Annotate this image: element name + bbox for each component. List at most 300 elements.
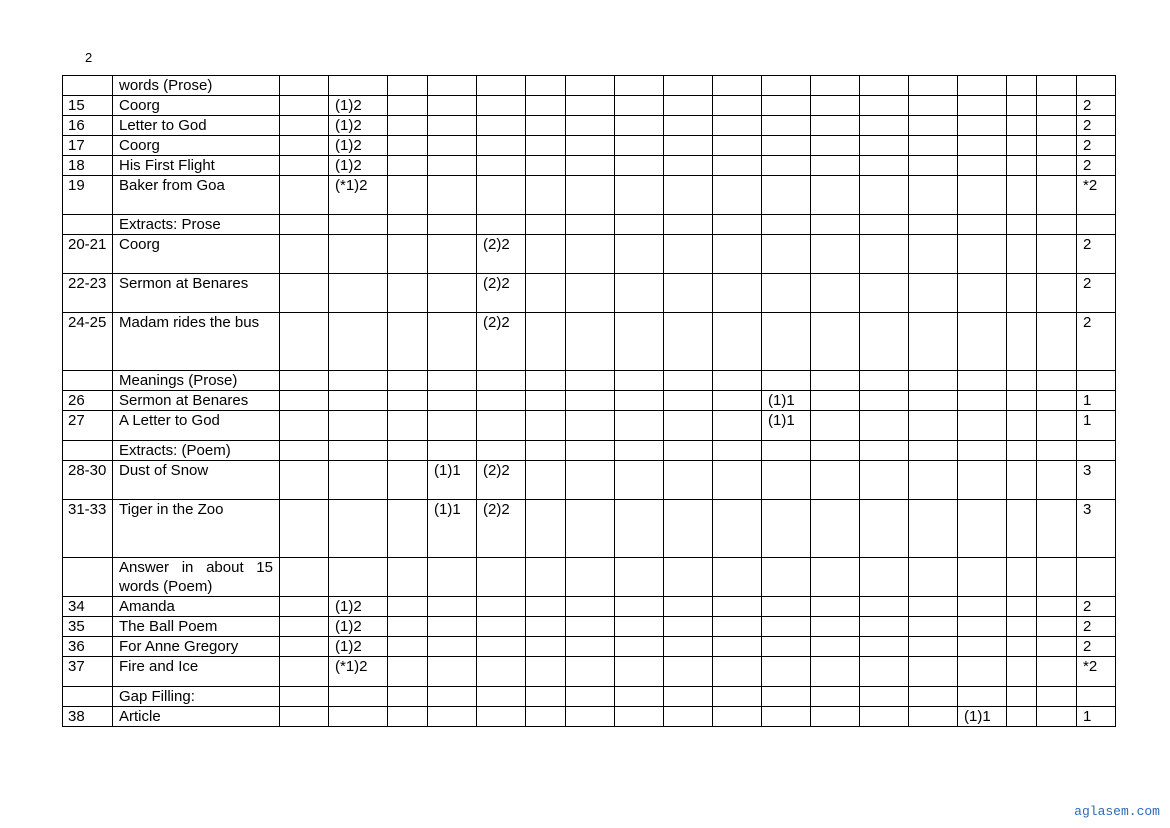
- marks-cell: (*1)2: [329, 176, 388, 215]
- marks-cell: [1007, 687, 1037, 707]
- marks-cell: [428, 371, 477, 391]
- total-cell: *2: [1077, 176, 1116, 215]
- marks-cell: [860, 313, 909, 371]
- marks-cell: [713, 156, 762, 176]
- marks-cell: [860, 657, 909, 687]
- marks-cell: (1)2: [329, 96, 388, 116]
- marks-cell: [860, 76, 909, 96]
- marks-cell: [762, 441, 811, 461]
- item-number-cell: 15: [63, 96, 113, 116]
- marks-cell: [909, 96, 958, 116]
- marks-cell: [526, 461, 566, 500]
- marks-cell: [958, 391, 1007, 411]
- marks-cell: [280, 597, 329, 617]
- marks-cell: [762, 687, 811, 707]
- marks-cell: [713, 657, 762, 687]
- topic-cell: Article: [113, 707, 280, 727]
- marks-cell: [1037, 76, 1077, 96]
- marks-cell: [811, 500, 860, 558]
- marks-cell: [388, 617, 428, 637]
- total-cell: [1077, 215, 1116, 235]
- marks-cell: [615, 176, 664, 215]
- table-row: [63, 657, 1116, 687]
- marks-cell: [762, 116, 811, 136]
- marks-cell: [958, 176, 1007, 215]
- topic-cell: Sermon at Benares: [113, 274, 280, 313]
- marks-cell: [280, 96, 329, 116]
- marks-cell: [664, 637, 713, 657]
- marks-cell: [1037, 136, 1077, 156]
- total-cell: 1: [1077, 411, 1116, 441]
- marks-cell: [811, 461, 860, 500]
- item-number-cell: 22-23: [63, 274, 113, 313]
- marks-cell: [329, 235, 388, 274]
- marks-cell: (2)2: [477, 461, 526, 500]
- marks-cell: [1037, 411, 1077, 441]
- marks-cell: [762, 76, 811, 96]
- item-number-cell: 28-30: [63, 461, 113, 500]
- item-number-cell: 37: [63, 657, 113, 687]
- marks-cell: [477, 96, 526, 116]
- marks-cell: [566, 461, 615, 500]
- marks-cell: [566, 215, 615, 235]
- marks-cell: [388, 371, 428, 391]
- marks-cell: [958, 500, 1007, 558]
- marks-cell: [388, 657, 428, 687]
- marks-cell: [664, 156, 713, 176]
- marks-cell: [566, 96, 615, 116]
- marks-cell: [388, 96, 428, 116]
- marks-cell: [477, 558, 526, 597]
- marks-cell: [428, 136, 477, 156]
- marks-cell: [1007, 500, 1037, 558]
- topic-cell: Coorg: [113, 136, 280, 156]
- marks-cell: [958, 411, 1007, 441]
- marks-cell: [1037, 461, 1077, 500]
- marks-cell: [958, 76, 1007, 96]
- marks-cell: [388, 76, 428, 96]
- marks-cell: [713, 597, 762, 617]
- marks-cell: [1007, 707, 1037, 727]
- marks-cell: [1007, 96, 1037, 116]
- marks-cell: [388, 116, 428, 136]
- marks-cell: [615, 500, 664, 558]
- page-number: 2: [85, 50, 93, 65]
- marks-cell: [811, 391, 860, 411]
- marks-cell: [860, 707, 909, 727]
- marks-cell: [1037, 687, 1077, 707]
- marks-cell: [526, 235, 566, 274]
- table-row: [63, 76, 1116, 96]
- marks-cell: [664, 136, 713, 156]
- marks-cell: [811, 411, 860, 441]
- marks-cell: [909, 707, 958, 727]
- marks-cell: [1007, 156, 1037, 176]
- table-row: [63, 411, 1116, 441]
- marks-cell: [615, 707, 664, 727]
- marks-cell: [762, 461, 811, 500]
- marks-cell: [477, 597, 526, 617]
- marks-cell: [664, 371, 713, 391]
- marks-cell: [860, 371, 909, 391]
- marks-cell: [909, 617, 958, 637]
- topic-cell: Baker from Goa: [113, 176, 280, 215]
- marks-cell: [1007, 617, 1037, 637]
- marks-cell: (1)1: [428, 500, 477, 558]
- marks-cell: [860, 235, 909, 274]
- marks-cell: [477, 176, 526, 215]
- topic-cell: Coorg: [113, 96, 280, 116]
- marks-cell: [526, 597, 566, 617]
- marks-cell: [664, 597, 713, 617]
- marks-cell: [762, 96, 811, 116]
- marks-cell: [860, 176, 909, 215]
- marks-cell: [958, 597, 1007, 617]
- marks-cell: [280, 687, 329, 707]
- marks-cell: [909, 500, 958, 558]
- marks-cell: [958, 313, 1007, 371]
- topic-cell: Extracts: (Poem): [113, 441, 280, 461]
- marks-cell: [615, 96, 664, 116]
- table-row: [63, 637, 1116, 657]
- marks-cell: (1)2: [329, 637, 388, 657]
- marks-cell: [1007, 558, 1037, 597]
- topic-cell: words (Prose): [113, 76, 280, 96]
- marks-cell: (2)2: [477, 274, 526, 313]
- table-row: [63, 597, 1116, 617]
- total-cell: [1077, 441, 1116, 461]
- marks-cell: [329, 500, 388, 558]
- marks-cell: [762, 235, 811, 274]
- topic-cell: Fire and Ice: [113, 657, 280, 687]
- marks-cell: [615, 274, 664, 313]
- total-cell: 1: [1077, 707, 1116, 727]
- topic-cell: Gap Filling:: [113, 687, 280, 707]
- topic-cell: Tiger in the Zoo: [113, 500, 280, 558]
- marks-cell: [664, 707, 713, 727]
- marks-cell: (1)2: [329, 116, 388, 136]
- marks-cell: [615, 116, 664, 136]
- marks-cell: [958, 637, 1007, 657]
- marks-cell: [388, 637, 428, 657]
- marks-cell: [428, 235, 477, 274]
- marks-cell: [958, 461, 1007, 500]
- marks-cell: [428, 156, 477, 176]
- marks-cell: [566, 637, 615, 657]
- topic-cell: Amanda: [113, 597, 280, 617]
- item-number-cell: 26: [63, 391, 113, 411]
- marks-cell: [280, 500, 329, 558]
- marks-cell: [329, 76, 388, 96]
- marks-cell: [860, 617, 909, 637]
- marks-cell: [958, 441, 1007, 461]
- marks-cell: [860, 597, 909, 617]
- marks-cell: [477, 116, 526, 136]
- marks-cell: [664, 687, 713, 707]
- marks-cell: [615, 558, 664, 597]
- marks-cell: [762, 371, 811, 391]
- marks-cell: [811, 597, 860, 617]
- marks-cell: [958, 96, 1007, 116]
- item-number-cell: 36: [63, 637, 113, 657]
- marks-cell: [909, 235, 958, 274]
- marks-cell: [280, 136, 329, 156]
- marks-cell: [526, 707, 566, 727]
- marks-cell: [1037, 597, 1077, 617]
- marks-cell: (1)1: [958, 707, 1007, 727]
- marks-cell: [713, 176, 762, 215]
- marks-cell: [860, 637, 909, 657]
- marks-cell: [428, 274, 477, 313]
- marks-cell: [526, 96, 566, 116]
- table-row: [63, 500, 1116, 558]
- total-cell: 2: [1077, 136, 1116, 156]
- marks-cell: [909, 215, 958, 235]
- item-number-cell: [63, 441, 113, 461]
- marks-cell: [811, 441, 860, 461]
- marks-cell: [811, 116, 860, 136]
- marks-cell: [811, 313, 860, 371]
- total-cell: 3: [1077, 500, 1116, 558]
- marks-cell: [615, 136, 664, 156]
- marks-cell: [526, 637, 566, 657]
- marks-cell: [566, 274, 615, 313]
- marks-cell: [477, 411, 526, 441]
- marks-cell: [526, 391, 566, 411]
- total-cell: [1077, 371, 1116, 391]
- marks-cell: [566, 500, 615, 558]
- marks-cell: [909, 461, 958, 500]
- table-row: [63, 274, 1116, 313]
- marks-cell: [664, 391, 713, 411]
- marks-cell: [329, 274, 388, 313]
- item-number-cell: [63, 215, 113, 235]
- marks-cell: [526, 411, 566, 441]
- marks-cell: [526, 156, 566, 176]
- marks-cell: [713, 371, 762, 391]
- marks-cell: [566, 235, 615, 274]
- table-row: [63, 96, 1116, 116]
- marks-cell: [1037, 441, 1077, 461]
- marks-cell: [811, 637, 860, 657]
- table-row: [63, 156, 1116, 176]
- topic-cell: Sermon at Benares: [113, 391, 280, 411]
- table-row: [63, 215, 1116, 235]
- marks-cell: [388, 156, 428, 176]
- marks-cell: [280, 617, 329, 637]
- marks-cell: [615, 441, 664, 461]
- marks-cell: [860, 215, 909, 235]
- marks-cell: [958, 136, 1007, 156]
- marks-cell: (1)2: [329, 156, 388, 176]
- marks-cell: [329, 707, 388, 727]
- marks-cell: [388, 391, 428, 411]
- marks-cell: [958, 235, 1007, 274]
- marks-cell: [664, 235, 713, 274]
- marks-cell: [1037, 707, 1077, 727]
- marks-cell: [909, 558, 958, 597]
- marks-cell: [762, 657, 811, 687]
- marks-cell: [713, 707, 762, 727]
- total-cell: [1077, 76, 1116, 96]
- total-cell: 1: [1077, 391, 1116, 411]
- marks-cell: [526, 274, 566, 313]
- marks-cell: [860, 441, 909, 461]
- marks-cell: [1007, 176, 1037, 215]
- marks-cell: [762, 500, 811, 558]
- marks-cell: [958, 558, 1007, 597]
- marks-cell: [280, 176, 329, 215]
- marks-cell: [1007, 76, 1037, 96]
- marks-cell: [811, 371, 860, 391]
- item-number-cell: [63, 558, 113, 597]
- total-cell: [1077, 687, 1116, 707]
- marks-cell: [811, 176, 860, 215]
- marks-cell: [477, 371, 526, 391]
- marks-cell: [280, 637, 329, 657]
- marks-cell: [909, 687, 958, 707]
- marks-cell: [713, 461, 762, 500]
- marks-cell: [615, 657, 664, 687]
- marks-cell: [477, 707, 526, 727]
- topic-cell: Answer in about 15 words (Poem): [113, 558, 280, 597]
- marks-cell: [909, 76, 958, 96]
- marks-cell: [280, 215, 329, 235]
- marks-cell: [615, 391, 664, 411]
- marks-cell: [329, 313, 388, 371]
- marks-cell: (1)2: [329, 617, 388, 637]
- marks-cell: [566, 657, 615, 687]
- marks-cell: [388, 500, 428, 558]
- marks-cell: [280, 371, 329, 391]
- topic-cell: Madam rides the bus: [113, 313, 280, 371]
- table-row: [63, 116, 1116, 136]
- marks-cell: (*1)2: [329, 657, 388, 687]
- topic-cell: Meanings (Prose): [113, 371, 280, 391]
- marks-cell: [860, 136, 909, 156]
- table-row: [63, 235, 1116, 274]
- item-number-cell: 34: [63, 597, 113, 617]
- marks-cell: [762, 707, 811, 727]
- marks-cell: (1)1: [428, 461, 477, 500]
- marks-cell: [280, 156, 329, 176]
- marks-cell: [909, 657, 958, 687]
- marks-cell: [713, 116, 762, 136]
- marks-cell: [477, 617, 526, 637]
- marks-cell: [566, 371, 615, 391]
- marks-cell: [329, 411, 388, 441]
- marks-cell: [664, 76, 713, 96]
- table-row: [63, 136, 1116, 156]
- marks-cell: [713, 558, 762, 597]
- marks-cell: [713, 215, 762, 235]
- marks-cell: [280, 391, 329, 411]
- marks-cell: [615, 156, 664, 176]
- marks-cell: [615, 371, 664, 391]
- table-row: [63, 687, 1116, 707]
- marks-cell: [526, 313, 566, 371]
- table-row: [63, 371, 1116, 391]
- marks-cell: [713, 313, 762, 371]
- marks-cell: [1007, 461, 1037, 500]
- marks-cell: [477, 156, 526, 176]
- marks-cell: [615, 411, 664, 441]
- total-cell: *2: [1077, 657, 1116, 687]
- marks-cell: [428, 637, 477, 657]
- item-number-cell: 18: [63, 156, 113, 176]
- item-number-cell: 16: [63, 116, 113, 136]
- marks-cell: [566, 176, 615, 215]
- marks-cell: [526, 176, 566, 215]
- total-cell: [1077, 558, 1116, 597]
- marks-cell: [811, 215, 860, 235]
- marks-cell: [329, 441, 388, 461]
- topic-cell: Extracts: Prose: [113, 215, 280, 235]
- topic-cell: The Ball Poem: [113, 617, 280, 637]
- item-number-cell: 38: [63, 707, 113, 727]
- marks-cell: [388, 411, 428, 441]
- marks-cell: [909, 597, 958, 617]
- marks-cell: [615, 617, 664, 637]
- marks-cell: [615, 597, 664, 617]
- total-cell: 2: [1077, 116, 1116, 136]
- marks-cell: [566, 687, 615, 707]
- marks-cell: [1037, 637, 1077, 657]
- marks-cell: [909, 371, 958, 391]
- topic-cell: Dust of Snow: [113, 461, 280, 500]
- marks-cell: [909, 176, 958, 215]
- topic-cell: Letter to God: [113, 116, 280, 136]
- marks-cell: [664, 657, 713, 687]
- marks-cell: [615, 687, 664, 707]
- marks-cell: [280, 707, 329, 727]
- marks-cell: [1037, 558, 1077, 597]
- marks-cell: [428, 391, 477, 411]
- marks-cell: [428, 76, 477, 96]
- marks-cell: [811, 76, 860, 96]
- marks-cell: [526, 215, 566, 235]
- marks-cell: [664, 461, 713, 500]
- marks-cell: [280, 76, 329, 96]
- marks-cell: (1)1: [762, 391, 811, 411]
- item-number-cell: [63, 687, 113, 707]
- marks-cell: [1007, 313, 1037, 371]
- marks-cell: [762, 558, 811, 597]
- marks-cell: [280, 657, 329, 687]
- marks-cell: [713, 687, 762, 707]
- marks-cell: [566, 136, 615, 156]
- marks-cell: [329, 215, 388, 235]
- marks-cell: [664, 441, 713, 461]
- marks-cell: [664, 274, 713, 313]
- marks-cell: [566, 116, 615, 136]
- item-number-cell: 20-21: [63, 235, 113, 274]
- marks-cell: [713, 136, 762, 156]
- marks-cell: [713, 235, 762, 274]
- marks-cell: [1037, 657, 1077, 687]
- marks-cell: [477, 391, 526, 411]
- marks-cell: [1037, 313, 1077, 371]
- marks-cell: [909, 116, 958, 136]
- item-number-cell: 17: [63, 136, 113, 156]
- marks-cell: [713, 500, 762, 558]
- total-cell: 2: [1077, 96, 1116, 116]
- item-number-cell: 24-25: [63, 313, 113, 371]
- marks-cell: [762, 597, 811, 617]
- marks-cell: [329, 558, 388, 597]
- marks-cell: [280, 411, 329, 441]
- marks-cell: [428, 597, 477, 617]
